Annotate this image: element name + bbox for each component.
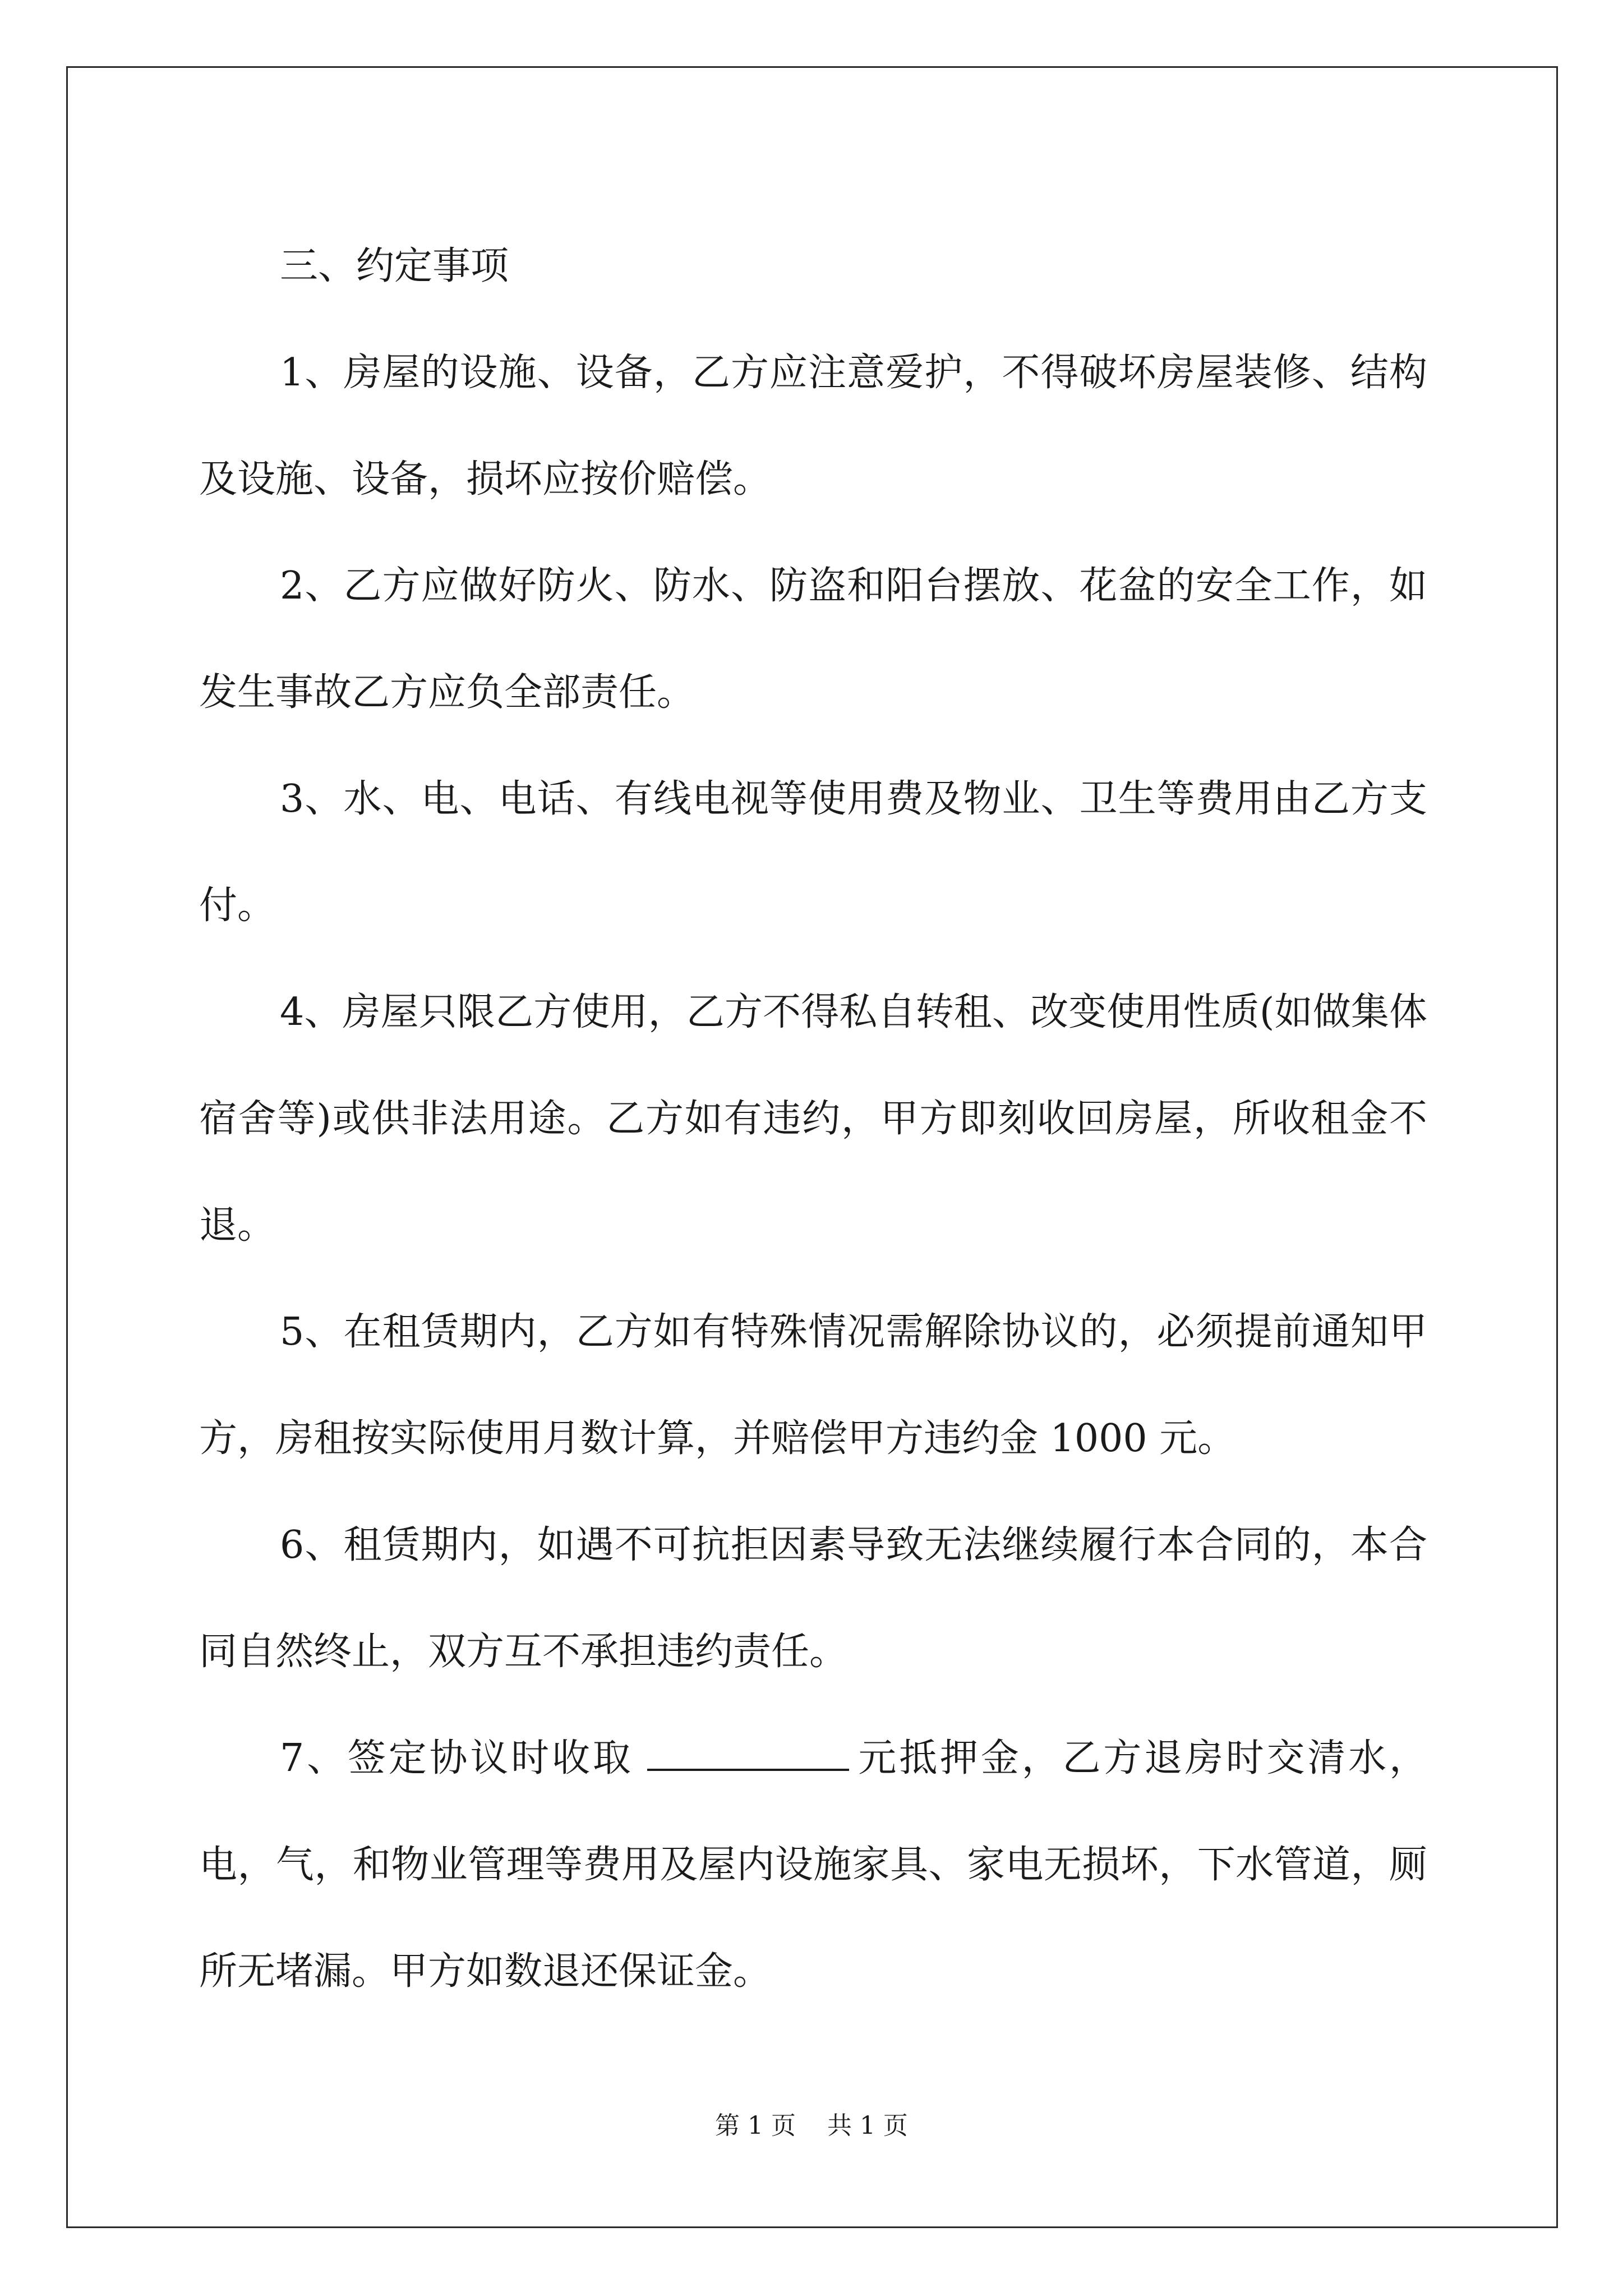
clause-2: 2、乙方应做好防火、防水、防盗和阳台摆放、花盆的安全工作，如发生事故乙方应负全部责任。 (199, 564, 1427, 715)
page-footer (0, 2109, 1623, 2143)
total-pages: 共 1 页 (827, 2111, 908, 2140)
page-number: 第 1 页 (715, 2111, 796, 2140)
clause-7-start: 7、签定协议时收取 (280, 1736, 634, 1780)
clause-4: 4、房屋只限乙方使用，乙方不得私自转租、改变使用性质(如做集体宿舍等)或供非法用途。乙方如有违约，甲方即刻收回房屋，所收租金不退。 (199, 990, 1427, 1248)
section-heading: 三、约定事项 (280, 244, 509, 288)
clause-3: 3、水、电、电话、有线电视等使用费及物业、卫生等费用由乙方支付。 (199, 777, 1427, 928)
clause-6: 6、租赁期内，如遇不可抗拒因素导致无法继续履行本合同的，本合同自然终止，双方互不承担违约责任。 (199, 1523, 1427, 1674)
document-body (199, 213, 1427, 2025)
clause-1: 1、房屋的设施、设备，乙方应注意爱护，不得破坏房屋装修、结构及设施、设备，损坏应按价赔偿。 (199, 351, 1427, 501)
clause-7-end: 元抵押金，乙方退房时交清水，电，气，和物业管理等费用及屋内设施家具、家电无损坏，下水管道，厕所无堵漏。甲方如数退还保证金。 (199, 1736, 1427, 1994)
clause-7 (199, 1705, 1427, 2025)
deposit-amount-blank (647, 1735, 849, 1771)
clause-5: 5、在租赁期内，乙方如有特殊情况需解除协议的，必须提前通知甲方，房租按实际使用月数计算，并赔偿甲方违约金 1000 元。 (199, 1310, 1427, 1461)
